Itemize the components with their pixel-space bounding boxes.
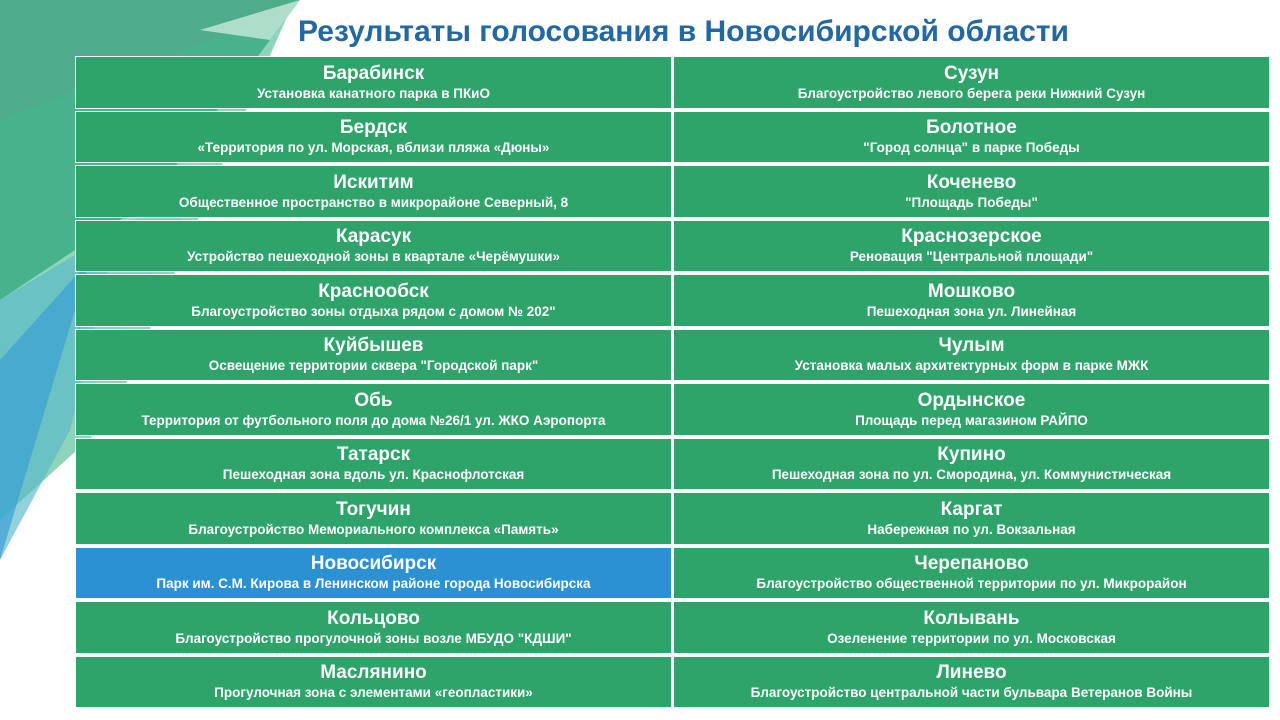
result-card (673, 274, 1270, 327)
city-name: Чулым (938, 335, 1005, 357)
city-name: Барабинск (322, 62, 425, 84)
project-name: Благоустройство Мемориального комплекса «Память» (188, 521, 559, 537)
result-card (75, 56, 672, 109)
city-name: Краснообск (318, 280, 429, 302)
project-name: Установка канатного парка в ПКиО (257, 85, 490, 101)
result-card (673, 329, 1270, 382)
result-card (673, 165, 1270, 218)
city-name: Маслянино (320, 662, 427, 684)
right-results-column (673, 56, 1270, 710)
result-card (75, 165, 672, 218)
city-name: Болотное (926, 117, 1017, 139)
project-name: "Город солнца" в парке Победы (863, 140, 1080, 156)
result-card (673, 601, 1270, 654)
project-name: Благоустройство центральной части бульвара Ветеранов Войны (750, 685, 1193, 701)
city-name: Купино (937, 444, 1006, 466)
project-name: Пешеходная зона ул. Линейная (866, 303, 1077, 319)
project-name: Пешеходная зона по ул. Смородина, ул. Коммунистическая (771, 467, 1172, 483)
project-name: Парк им. С.М. Кирова в Ленинском районе города Новосибирска (156, 576, 591, 592)
project-name: Реновация "Центральной площади" (849, 249, 1094, 265)
result-card (75, 601, 672, 654)
result-card (75, 111, 672, 164)
project-name: Благоустройство общественной территории по ул. Микрорайон (756, 576, 1187, 592)
result-card (75, 383, 672, 436)
project-name: Благоустройство прогулочной зоны возле МБУДО "КДШИ" (175, 630, 572, 646)
city-name: Искитим (333, 171, 414, 193)
project-name: Территория от футбольного поля до дома №26/1 ул. ЖКО Аэропорта (141, 412, 606, 428)
result-card (75, 220, 672, 273)
city-name: Обь (354, 389, 393, 411)
result-card (75, 492, 672, 545)
city-name: Коченево (926, 171, 1017, 193)
page-title: Результаты голосования в Новосибирской области (298, 15, 1069, 48)
city-name: Татарск (336, 444, 411, 466)
result-card (75, 656, 672, 709)
city-name: Линево (936, 662, 1007, 684)
result-card (673, 111, 1270, 164)
result-card (673, 547, 1270, 600)
project-name: Озеленение территории по ул. Московская (827, 630, 1116, 646)
city-name: Ордынское (917, 389, 1026, 411)
city-name: Краснозерское (901, 226, 1042, 248)
result-card (673, 56, 1270, 109)
result-card (673, 220, 1270, 273)
project-name: Общественное пространство в микрорайоне Северный, 8 (178, 194, 569, 210)
project-name: Благоустройство левого берега реки Нижний Сузун (797, 85, 1146, 101)
city-name: Новосибирск (310, 553, 437, 575)
result-card (75, 438, 672, 491)
city-name: Кольцово (327, 607, 420, 629)
city-name: Черепаново (914, 553, 1029, 575)
result-card (75, 329, 672, 382)
result-card-highlighted (75, 547, 672, 600)
project-name: Устройство пешеходной зоны в квартале «Черёмушки» (187, 249, 560, 265)
city-name: Сузун (943, 62, 1000, 84)
city-name: Бердск (339, 117, 408, 139)
city-name: Мошково (927, 280, 1016, 302)
city-name: Колывань (923, 607, 1020, 629)
result-card (673, 383, 1270, 436)
project-name: Прогулочная зона с элементами «геопластики» (214, 685, 533, 701)
project-name: Освещение территории сквера "Городской парк" (208, 358, 539, 374)
project-name: Установка малых архитектурных форм в парке МЖК (794, 358, 1149, 374)
project-name: Благоустройство зоны отдыха рядом с домом № 202" (191, 303, 556, 319)
city-name: Тогучин (336, 498, 411, 520)
result-card (75, 274, 672, 327)
project-name: Пешеходная зона вдоль ул. Краснофлотская (222, 467, 525, 483)
project-name: Набережная по ул. Вокзальная (867, 521, 1076, 537)
result-card (673, 438, 1270, 491)
result-card (673, 656, 1270, 709)
result-card (673, 492, 1270, 545)
project-name: «Территория по ул. Морская, вблизи пляжа «Дюны» (197, 140, 550, 156)
left-results-column (75, 56, 672, 710)
city-name: Куйбышев (323, 335, 424, 357)
city-name: Карасук (335, 226, 412, 248)
project-name: Площадь перед магазином РАЙПО (855, 412, 1088, 428)
city-name: Каргат (940, 498, 1003, 520)
project-name: "Площадь Победы" (905, 194, 1038, 210)
